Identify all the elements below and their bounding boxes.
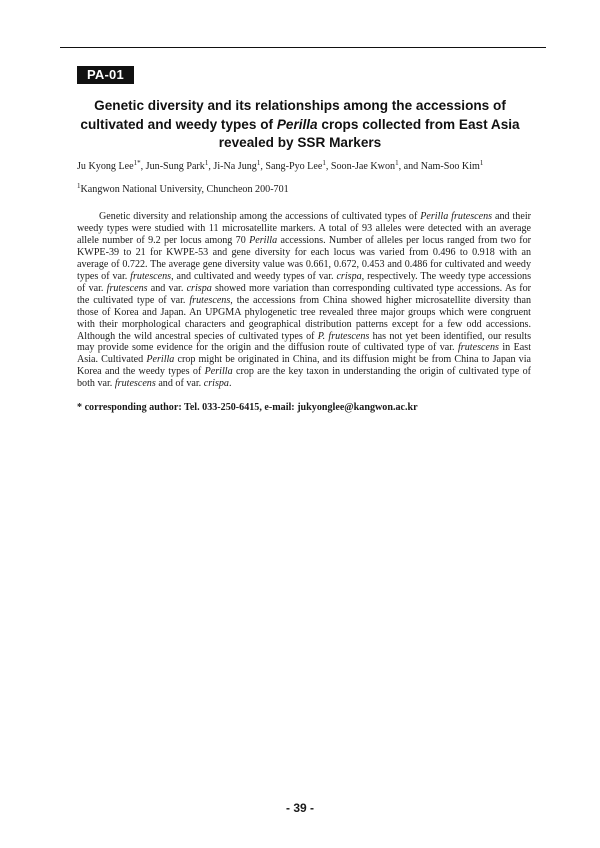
author-affiliation-marker: 1* [133, 159, 141, 167]
abstract-italic-term: Perilla [249, 234, 278, 246]
author-affiliation-marker: 1 [256, 159, 261, 167]
affiliation [77, 183, 289, 197]
author-affiliation-marker: 1 [322, 159, 326, 167]
abstract-text: Genetic diversity and relationship among the accessions of cultivated types of [99, 211, 421, 222]
abstract-italic-term: frutescens [458, 342, 499, 354]
abstract-text: , and cultivated and weedy types of var. [171, 270, 337, 282]
abstract-text: accessions. Number of alleles per locus ranged from two for KWPE-39 to 21 for KWPE-53 and gene diversity for each locus was varied from 0.496 to 0.918 with an average of 0.722. The average gene diversity value was 0.661, 0.672, 0.453 and 0.486 for cultivated and weedy types of var. [77, 234, 531, 282]
affiliation-text: Kangwon National University, Chuncheon 200-701 [80, 184, 289, 195]
abstract-text: showed more variation than corresponding cultivated type accessions. As for the cultivated type of var. [77, 282, 531, 306]
section-badge: PA-01 [77, 66, 134, 84]
author-separator: , [325, 161, 331, 172]
abstract-text: , respectively. The weedy type accessions of var. [77, 270, 531, 294]
title-part-2: crops collected from East Asia revealed by SSR Markers [218, 116, 520, 150]
abstract-italic-term: Perilla [204, 366, 233, 378]
abstract-italic-term: crispa [336, 270, 362, 282]
abstract-text: . [228, 378, 232, 390]
author-separator: , [208, 161, 214, 172]
abstract-italic-term: frutescens [106, 282, 148, 294]
title-part-1: Genetic diversity and its relationships among the accessions of cultivated and weedy types of [80, 98, 506, 132]
author-separator: , and [398, 161, 421, 172]
abstract-text: and their weedy types were studied with 11 microsatellite markers. A total of 93 alleles were detected with an average allele number of 9.2 per locus among 70 [77, 211, 531, 246]
abstract-italic-term: frutescens [114, 378, 156, 390]
author-list [77, 160, 537, 174]
abstract-text: and var. [147, 282, 187, 294]
author-separator: , [260, 161, 266, 172]
author-name: Sang-Pyo Lee [265, 161, 323, 172]
abstract-italic-term: crispa [203, 378, 229, 390]
author-name: Jun-Sung Park [145, 161, 205, 172]
paper-title [70, 97, 530, 153]
abstract-italic-term: Perilla [146, 354, 175, 366]
abstract-italic-term: frutescens [189, 294, 231, 306]
abstract-italic-term: P. frutescens [317, 330, 370, 342]
author-name: Ji-Na Jung [213, 161, 257, 172]
abstract-text: has not yet been identified, our results may provide some evidence for the origin and the diffusion route of cultivated type of var. [77, 330, 531, 354]
title-italic-genus: Perilla [276, 116, 318, 132]
author-affiliation-marker: 1 [204, 159, 209, 167]
abstract-italic-term: crispa [186, 282, 212, 294]
author-affiliation-marker: 1 [479, 159, 484, 167]
abstract-text: crop might be originated in China, and its diffusion might be from China to Japan via Korea and the weedy types of [77, 354, 531, 378]
abstract-text: , the accessions from China showed higher microsatellite diversity than those of Korea and Japan. An UPGMA phylogenetic tree revealed three major groups which were congruent with their morphological characters and geographical distribution patterns except for a few odd accessions. Although the wild ancestral species of cultivated types of [77, 294, 531, 342]
page-number: - 39 - [285, 801, 314, 815]
header-rule [60, 47, 546, 48]
corresponding-author: * corresponding author: Tel. 033-250-6415, e-mail: jukyonglee@kangwon.ac.kr [77, 402, 418, 413]
abstract-italic-term: Perilla frutescens [420, 211, 493, 222]
abstract-body [77, 211, 531, 390]
affiliation-marker: 1 [77, 182, 81, 190]
abstract-text: and of var. [155, 378, 204, 390]
author-separator: , [140, 161, 146, 172]
author-affiliation-marker: 1 [395, 159, 399, 167]
author-name: Nam-Soo Kim [420, 161, 480, 172]
author-name: Soon-Jae Kwon [330, 161, 396, 172]
abstract-text: in East Asia. Cultivated [77, 342, 531, 366]
abstract-italic-term: frutescens [130, 270, 172, 282]
author-name: Ju Kyong Lee [77, 161, 134, 172]
abstract-text: crop are the key taxon in understanding the origin of cultivated type of both var. [77, 366, 531, 390]
